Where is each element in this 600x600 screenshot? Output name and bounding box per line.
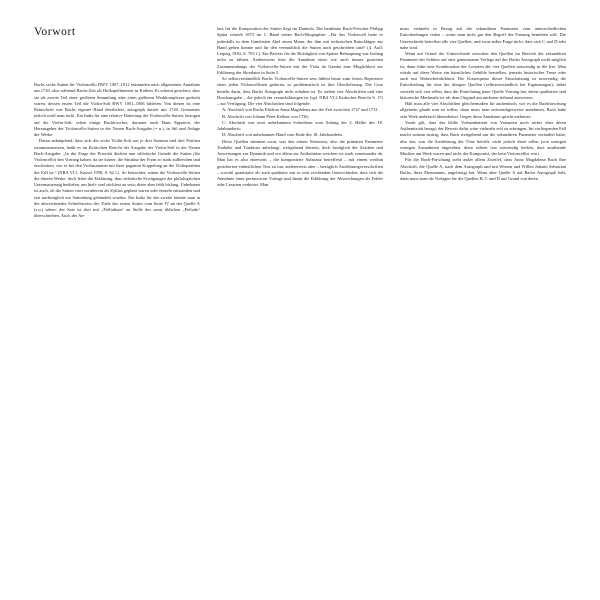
paragraph: A: Abschrift von Bachs Ehefrau Anna Magdalena aus der Zeit zwischen 1727 und 1731. bbox=[222, 107, 379, 113]
paragraph: D: Abschrift von unbekannter Hand vom Ende des 18. Jahrhunderts. bbox=[222, 132, 344, 138]
paragraph: Wenn auf Grund der Unterschiede zwischen den Quellen im Bereich der sekundären Parameter der Schluss auf eine gemeinsame Vorlage auf der Bachs Autograph nicht möglich ist, dann führt eine Kombination der Lesarten der vier Quellen notwendig in die Irre. Man würde auf diese Weise ein künstliches Gebilde herstellen, jenseits historischer Treue oder auch nur Wahrscheinlichkeit. Die Konsequenz dieser Einschätzung ist notwendig die Entscheidung für eine der übrigen Quellen (selbstverständlich bei Ergänzungen); dabei versteht sich von selbst, dass die Einrichtung jener Quelle Vorrang hat, deren qualitative und historische Merkmale sie als dem Original am nächsten stehend ausweisen. bbox=[400, 51, 566, 100]
page-title-block bbox=[34, 26, 200, 82]
column-1-body bbox=[34, 82, 200, 220]
paragraph: Diese Quellen stimmen zwar, was den reinen Notentext, also die primären Parameter Tonhöhe und Tondauer anbelangt, weitgehend überein, doch bezüglich der Zeichen und Anweisungen zur Dynamik und vor allem zur Artikulation weichen sie stark voneinander ab. Man hat es also einerseits – die komponierte Substanz betreffend – mit einem weithin gesicherten einheitlichen Text zu tun, andererseits aber – bezüglich Ausführungsvorschriften – sowohl quantitativ als auch qualitativ mit so weit reichenden Unterschieden, dass sich die Annahme einer permissiven Vorlage und damit die Erklärung der Abweichungen als Fehler oder Lesarten verbietet. Man bbox=[217, 138, 383, 188]
paragraph: Daran anknüpfend, dass sich die sechs Violin-Soli aus je drei Sonaten und drei Partiten zusammensetzen, heißt es im Kritischen Bericht der Ausgabe der Violin-Soli in der Neuen Bach-Ausgabe: „In der Frage der Priorität dürften nun stilistische Gründe die Suiten (für Violoncello) den Vorrang haben, da sie kürzer, die Struktur der Form so stark aufbrechen und erschüttern, wie es bei den Violinsonaten mit ihrer paganini Koppelung an die Violinpartiten der Fall ist.“ (NBA VI,1, Kassel 1958, S. 62 f.). So betrachtet, wären die Violoncello-Suiten die älteren Werke, doch leitet die Erklärung, dass stilistische Erwägungen der philologischen Untermauerung bedürfen, um hieb- und stichfest zu sein; diese aber fehlt bislang. Unbekannt ist auch, ob die Suiten vom vornherein als Zyklus geplant waren oder einzeln entstanden und erst nachträglich zur Sammlung gebündelt wurden. Ein Indiz für das zweite könnte man in der abweichenden Schreibweise des Titels des ersten Suites vom Suite IV an der Quelle A (s.u.) sehen: der Satz ist dort mit „Prélüdium“ an Stelle des sonst üblichen „Prélude“ überschrieben. Auch der An- bbox=[34, 138, 200, 219]
page-title: Vorwort bbox=[34, 26, 76, 38]
paragraph: B: Abschrift von Johann Peter Kellner von 1726; bbox=[222, 113, 309, 119]
paragraph: Bachs sechs Suiten für Violoncello BWV 1007–1012 entstanden nach allgemeiner Annahme um 1720, also während Bachs Zeit als Hofkapellmeister in Köthen. Es scheint gesichert, dass sie als zweite Teil einer größeren Sammlung oder eines größeren Werkkomplexes gedacht waren, dessen ersten Teil die Violin-Soli BWV 1001–1006 bildeten. Von diesen ist eine Reinschrift von Bachs eigener Hand überliefert, autograph datiert mit 1720. Genaueres jedoch weiß man nicht. Ein Indiz für eine relative Datierung der Violoncello-Suiten, bezogen auf die Violin-Soli, sehen einige Bachforscher, darunter auch Hans Eppstein, der Herausgeber der Violoncello-Suiten in der Neuen Bach-Ausgabe (= n.), in Stil und Anlage der Werke. bbox=[34, 82, 200, 137]
paragraph: muss vielmehr in Bezug auf die sekundären Parameter vom unterschiedlichen Entscheidungen reden – wenn man nicht gar den Begriff der Fassung bemühen will. Die Unterschiede betreffen alle vier Quellen, und zwar außer Frage nicht, dass sich C und D sehr nahe sind. bbox=[400, 26, 566, 50]
text-columns bbox=[34, 26, 566, 546]
column-2-body bbox=[217, 26, 383, 189]
paragraph: lass für die Komposition der Suiten liegt im Dunkeln. Der berühmte Bach-Forscher Philipp Spitta schrieb 1873 im 1. Band seiner Bach-Biographie: „Für das Violoncell hatte er jedenfalls in dem Gambisten Abel einen Mann, der ihm mit technischen Ratschlägen zur Hand gehen konnte und für den vermuthlich die Suiten auch geschrieben sind“ (4. Aufl. Leipzig 1930, S. 703 f.). Ein Beweis für die Richtigkeit von Spittas Behauptung war bislang nicht zu führen. Andererseits hüte die Annahme eines wie auch immer gearteten Zusammenhangs der Violoncello-Suiten mit der Viola da Gamba eine Möglichkeit zur Erklärung der Skordatur in Suite 5. bbox=[217, 26, 383, 75]
column-3 bbox=[400, 26, 566, 182]
column-1 bbox=[34, 26, 200, 220]
paragraph: Hält man alle vier Abschriften gleichermaßen für authentisch, wie es die Bachforschung allgemein glaubt nun zu sollen, dann muss man notwendigerweise annehmen, Bach habe sein Werk mehrfach überarbeitet. Gegen diese Annahme spricht mehreres. bbox=[400, 101, 566, 119]
paragraph: C: Abschrift von zwei unbekannten Schreibern vom Anfang der 2. Hälfte des 18. Jahrhunderts; bbox=[217, 119, 383, 131]
paragraph: Vorab gilt, dass das bloße Vorhandensein von Varianten noch nichts über deren Authentizität besagt; der Beweis dafür wäre vielmehr erst zu erbringen. Im vorliegenden Fall macht sodann stutzig, dass Bach weitgehend nur die sekundären Parameter verändert hätte, also das, was die Ausführung der Töne betrifft, nicht jedoch diese selbst (von wenigen wenigen Ausnahmen abgesehen, diese rühren fast notwendig heißen, dass ausübende Musiker am Werk waren und nicht der Komponist, der kein Violoncellist war). bbox=[400, 119, 566, 156]
paragraph: Für die Bach-Forschung steht außer allem Zweifel, dass Anna Magdalena Bach ihre Abschrift, die Quelle A, nach dem Autograph und mit Wissen und Willen Johann Sebastian Bachs, ihres Ehemannes, angefertigt hat. Wenn aber Quelle A auf Bachs Autograph fußt, dann muss man als Vorlagen für die Quellen B, C und D auf Grund von deren bbox=[400, 157, 566, 181]
paragraph: So selbstverständlich Bachs Violoncello-Suiten sein fühlen heute zum festen Repertoire eines jeden Violoncellisten gehören, so problematisch ist ihre Überlieferung. Die Crux besteht darin, dass Bachs Autograph nicht erhalten ist. Es stehen vier Abschriften und eine Druckausgabe – die jedoch ein verzachtlässigen ist (vgl. NBA VI,2 Kritischer Bericht S. 17) – zur Verfügung. Die vier Abschriften sind folgende: bbox=[217, 76, 383, 106]
column-3-body bbox=[400, 26, 566, 182]
column-2 bbox=[217, 26, 383, 189]
